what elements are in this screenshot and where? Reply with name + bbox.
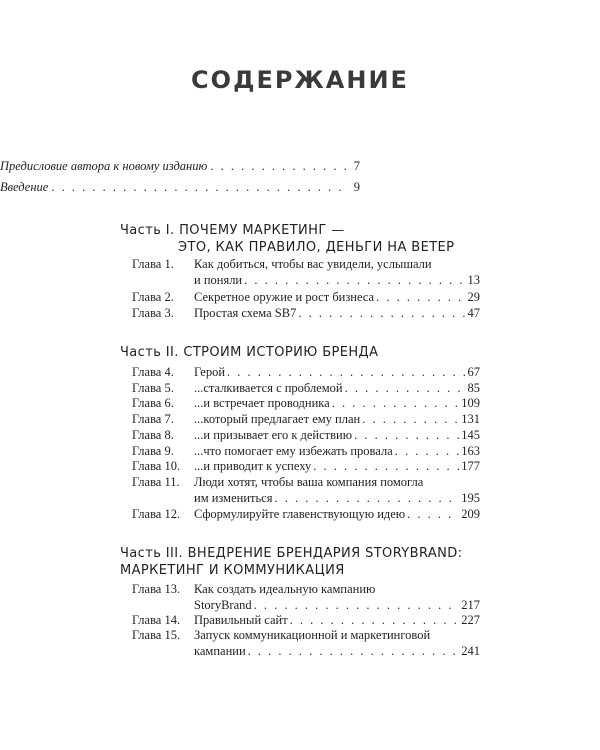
chapter-number: Глава 7.	[132, 412, 174, 426]
chapter-page: 227	[461, 613, 480, 627]
dot-leader	[244, 273, 465, 289]
toc-chapter-13[interactable]	[132, 582, 480, 613]
chapter-title-line2: StoryBrand	[194, 597, 252, 612]
chapter-title-line1: Как создать идеальную кампанию	[194, 582, 376, 596]
chapter-title: Правильный сайт	[194, 613, 288, 627]
chapter-page: 67	[467, 365, 480, 379]
chapter-page: 85	[467, 381, 480, 395]
part-label: Часть II.	[120, 345, 179, 360]
chapter-title: Герой	[194, 365, 226, 379]
chapter-number: Глава 12.	[132, 507, 181, 521]
dot-leader	[354, 428, 459, 444]
chapter-page: 47	[467, 306, 480, 320]
chapter-page: 241	[461, 643, 480, 658]
chapter-page: 131	[461, 412, 480, 426]
toc-chapter-2[interactable]	[132, 290, 480, 306]
entry-page: 7	[353, 159, 360, 173]
part-heading-3	[120, 545, 520, 579]
chapter-number: Глава 3.	[132, 306, 174, 320]
chapter-title: ...и приводит к успеху	[194, 459, 312, 473]
dot-leader	[345, 381, 466, 397]
toc-chapter-6[interactable]	[132, 396, 480, 412]
dot-leader	[227, 365, 465, 381]
chapter-title-line1: Люди хотят, чтобы ваша компания помогла	[194, 475, 424, 489]
dot-leader	[395, 444, 460, 460]
dot-leader	[210, 158, 347, 175]
chapter-number: Глава 1.	[132, 257, 174, 271]
chapter-page: 163	[461, 444, 480, 458]
toc-chapter-4[interactable]	[132, 365, 480, 381]
dot-leader	[362, 412, 459, 428]
chapter-number: Глава 10.	[132, 459, 181, 473]
part-title-line2: МАРКЕТИНГ И КОММУНИКАЦИЯ	[120, 563, 345, 578]
toc-chapter-7[interactable]	[132, 412, 480, 428]
toc-chapter-11[interactable]	[132, 475, 480, 506]
chapter-page: 195	[461, 490, 480, 505]
chapter-title: ...который предлагает ему план	[194, 412, 361, 426]
chapter-number: Глава 6.	[132, 396, 174, 410]
chapter-title-line2: им измениться	[194, 490, 273, 505]
dot-leader	[51, 179, 347, 196]
dot-leader	[298, 306, 465, 322]
part-title-line2: ЭТО, КАК ПРАВИЛО, ДЕНЬГИ НА ВЕТЕР	[178, 240, 455, 255]
part-heading-1	[120, 222, 520, 256]
dot-leader	[274, 491, 459, 507]
toc-entry-introduction[interactable]	[0, 179, 360, 196]
dot-leader	[248, 644, 460, 660]
chapter-number: Глава 4.	[132, 365, 174, 379]
toc-chapter-9[interactable]	[132, 444, 480, 460]
part-label: Часть III.	[120, 546, 184, 561]
page-title: СОДЕРЖАНИЕ	[191, 66, 409, 94]
chapter-page: 29	[467, 290, 480, 304]
part-title-line1: ПОЧЕМУ МАРКЕТИНГ —	[179, 223, 345, 238]
chapter-title: Секретное оружие и рост бизнеса	[194, 290, 375, 304]
chapter-title-line2: кампании	[194, 643, 246, 658]
entry-title: Предисловие автора к новому изданию	[0, 159, 208, 173]
dot-leader	[313, 459, 459, 475]
chapter-number: Глава 14.	[132, 613, 181, 627]
chapter-title: ...сталкивается с проблемой	[194, 381, 343, 395]
chapter-title: ...и призывает его к действию	[194, 428, 353, 442]
chapter-title: Простая схема SB7	[194, 306, 297, 320]
chapter-number: Глава 8.	[132, 428, 174, 442]
part-heading-2	[120, 344, 520, 361]
chapter-number: Глава 15.	[132, 628, 181, 642]
chapter-number: Глава 9.	[132, 444, 174, 458]
chapter-title-line1: Запуск коммуникационной и маркетинговой	[194, 628, 431, 642]
part-title-line1: ВНЕДРЕНИЕ БРЕНДАРИЯ STORYBRAND:	[187, 546, 463, 561]
chapter-title: Сформулируйте главенствующую идею	[194, 507, 406, 521]
chapter-page: 217	[461, 597, 480, 612]
chapter-page: 177	[461, 459, 480, 473]
toc-chapter-1[interactable]	[132, 257, 480, 288]
chapter-number: Глава 2.	[132, 290, 174, 304]
entry-page: 9	[353, 180, 360, 194]
toc-chapter-14[interactable]	[132, 613, 480, 629]
toc-chapter-3[interactable]	[132, 306, 480, 322]
part-label: Часть I.	[120, 223, 175, 238]
chapter-number: Глава 11.	[132, 475, 180, 489]
toc-entry-preface[interactable]	[0, 158, 360, 175]
chapter-page: 145	[461, 428, 480, 442]
chapter-title: ...что помогает ему избежать провала	[194, 444, 393, 458]
toc-chapter-5[interactable]	[132, 381, 480, 397]
chapter-number: Глава 5.	[132, 381, 174, 395]
dot-leader	[407, 507, 459, 523]
chapter-page: 209	[461, 507, 480, 521]
entry-title: Введение	[0, 180, 49, 194]
dot-leader	[254, 598, 460, 614]
dot-leader	[376, 290, 465, 306]
toc-chapter-12[interactable]	[132, 507, 480, 523]
dot-leader	[290, 613, 460, 629]
chapter-title: ...и встречает проводника	[194, 396, 330, 410]
chapter-title-line1: Как добиться, чтобы вас увидели, услышали	[194, 257, 432, 271]
dot-leader	[332, 396, 460, 412]
chapter-title-line2: и поняли	[194, 272, 243, 287]
toc-chapter-10[interactable]	[132, 459, 480, 475]
chapter-page: 109	[461, 396, 480, 410]
toc-chapter-15[interactable]	[132, 628, 480, 659]
part-title-line1: СТРОИМ ИСТОРИЮ БРЕНДА	[183, 345, 379, 360]
chapter-page: 13	[467, 272, 480, 287]
chapter-number: Глава 13.	[132, 582, 181, 596]
toc-chapter-8[interactable]	[132, 428, 480, 444]
